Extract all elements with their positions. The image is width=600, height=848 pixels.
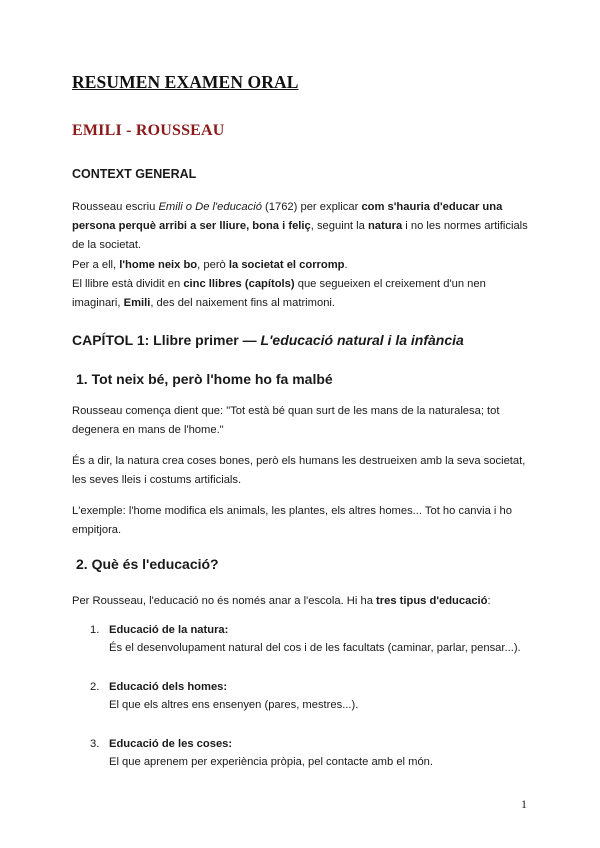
list-item-number: 1. [90, 624, 100, 636]
context-heading: CONTEXT GENERAL [72, 167, 197, 181]
section-1-paragraph-1: Rousseau comença dient que: "Tot està bé quan surt de les mans de la naturalesa; tot degenera en mans de l'home." [72, 405, 500, 436]
section-1-heading: 1. Tot neix bé, però l'home ho fa malbé [76, 371, 333, 387]
context-paragraph-2: Per a ell, l'home neix bo, però la societat el corromp. [72, 259, 348, 271]
document-subtitle: EMILI - ROUSSEAU [72, 122, 225, 139]
list-item-body: El que aprenem per experiència pròpia, pel contacte amb el món. [109, 756, 434, 768]
list-item-number: 2. [90, 681, 100, 693]
context-paragraph-3: El llibre està dividit en cinc llibres (capítols) que segueixen el creixement d'un nen imaginari, Emili, des del naixement fins al matrimoni. [72, 278, 486, 309]
list-item-body: És el desenvolupament natural del cos i de les facultats (caminar, parlar, pensar...). [109, 642, 521, 654]
page-number: 1 [521, 797, 527, 811]
list-item-title: Educació de les coses: [109, 738, 233, 750]
document-title: RESUMEN EXAMEN ORAL [72, 72, 299, 92]
list-item-title: Educació de la natura: [109, 624, 229, 636]
list-item-body: El que els altres ens ensenyen (pares, mestres...). [109, 699, 359, 711]
section-2-heading: 2. Què és l'educació? [76, 556, 219, 572]
section-1-paragraph-3: L'exemple: l'home modifica els animals, les plantes, els altres homes... Tot ho canvia i ho empitjora. [72, 505, 512, 536]
section-1-paragraph-2: És a dir, la natura crea coses bones, però els humans les destrueixen amb la seva societat, les seves lleis i costums artificials. [72, 455, 526, 486]
context-paragraph-1: Rousseau escriu Emili o De l'educació (1762) per explicar com s'hauria d'educar una persona perquè arribi a ser lliure, bona i feliç, seguint la natura i no les normes artificials de la societat. [72, 201, 528, 251]
chapter-heading: CAPÍTOL 1: Llibre primer — L'educació natural i la infància [72, 332, 464, 348]
section-2-intro: Per Rousseau, l'educació no és només anar a l'escola. Hi ha tres tipus d'educació: [72, 595, 491, 607]
list-item-number: 3. [90, 738, 100, 750]
list-item-title: Educació dels homes: [109, 681, 228, 693]
